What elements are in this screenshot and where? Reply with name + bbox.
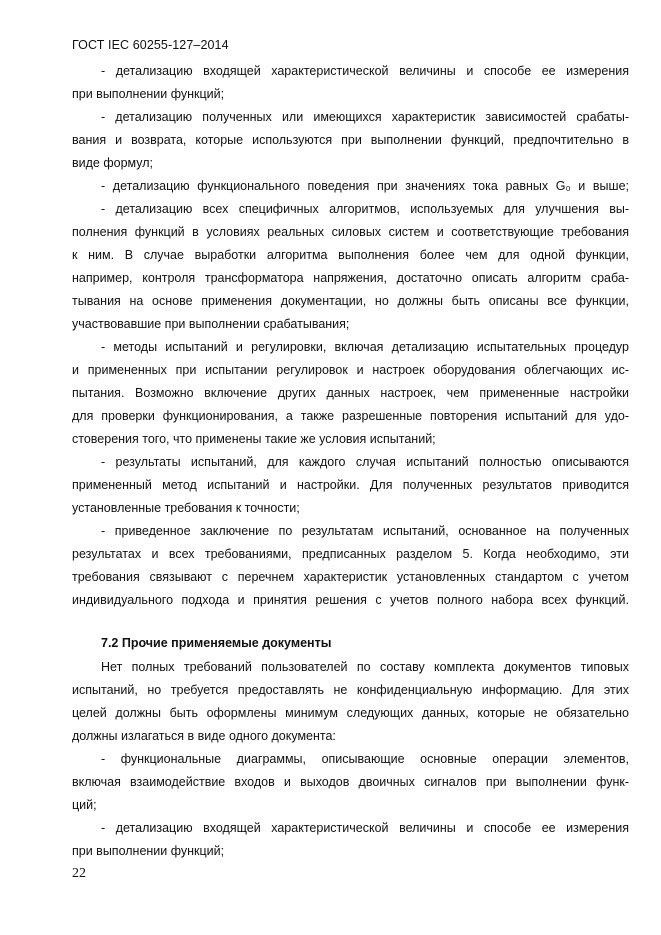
text-line: вания и возврата, которые используются при выполнении функций, предпочтительно в: [72, 133, 629, 147]
text-line: ций;: [72, 798, 97, 812]
text-line: при выполнении функций;: [72, 844, 225, 858]
text-line: - детализацию всех специфичных алгоритмов, используемых для улучшения вы-: [101, 202, 629, 216]
text-line: целей должны быть оформлены минимум следующих данных, которые не обязательно: [72, 706, 629, 720]
text-line: к ним. В случае выработки алгоритма выполнения более чем для одной функции,: [72, 248, 629, 262]
text-line: - детализацию входящей характеристической величины и способе ее измерения: [101, 821, 629, 835]
section-heading: 7.2 Прочие применяемые документы: [101, 636, 332, 650]
text-line: - методы испытаний и регулировки, включая детализацию испытательных процедур: [101, 340, 629, 354]
text-line: требования связывают с перечнем характеристик установленных стандартом с учетом: [72, 570, 629, 584]
text-line: индивидуального подхода и принятия решения с учетов полного набора всех функций.: [72, 593, 629, 607]
text-line: - приведенное заключение по результатам испытаний, основанное на полученных: [101, 524, 629, 538]
text-line: установленные требования к точности;: [72, 501, 300, 515]
text-line: испытаний, но требуется предоставлять не конфиденциальную информацию. Для этих: [72, 683, 629, 697]
text-line: для проверки функционирования, а также разрешенные повторения испытаний для удо-: [72, 409, 629, 423]
text-line: при выполнении функций;: [72, 87, 225, 101]
text-line: Нет полных требований пользователей по составу комплекта документов типовых: [101, 660, 629, 674]
text-line: - детализацию функционального поведения при значениях тока равных G₀ и выше;: [101, 179, 629, 193]
text-line: включая взаимодействие входов и выходов двоичных сигналов при выполнении функ-: [72, 775, 629, 789]
text-line: полнения функций в условиях реальных силовых систем и соответствующие требования: [72, 225, 629, 239]
page-number: 22: [72, 866, 86, 881]
text-line: должны излагаться в виде одного документа:: [72, 729, 336, 743]
text-line: и примененных при испытании регулировок и настроек оборудования облегчающих ис-: [72, 363, 629, 377]
text-line: результатах и всех требованиями, предписанных разделом 5. Когда необходимо, эти: [72, 547, 629, 561]
text-line: пытания. Возможно включение других данных настроек, чем примененные настройки: [72, 386, 629, 400]
text-line: примененный метод испытаний и настройки. Для полученных результатов приводится: [72, 478, 629, 492]
text-line: например, контроля трансформатора напряжения, достаточно описать алгоритм сраба-: [72, 271, 629, 285]
text-line: - детализацию входящей характеристической величины и способе ее измерения: [101, 64, 629, 78]
text-line: виде формул;: [72, 156, 154, 170]
document-header: ГОСТ IEC 60255-127–2014: [72, 38, 229, 52]
text-line: участвовавшие при выполнении срабатывания;: [72, 317, 350, 331]
text-line: - функциональные диаграммы, описывающие основные операции элементов,: [101, 752, 629, 766]
text-line: - результаты испытаний, для каждого случая испытаний полностью описываются: [101, 455, 629, 469]
text-line: - детализацию полученных или имеющихся характеристик зависимостей срабаты-: [101, 110, 629, 124]
text-line: стоверения того, что применены такие же условия испытаний;: [72, 432, 436, 446]
text-line: тывания на основе применения документации, но должны быть описаны все функции,: [72, 294, 629, 308]
